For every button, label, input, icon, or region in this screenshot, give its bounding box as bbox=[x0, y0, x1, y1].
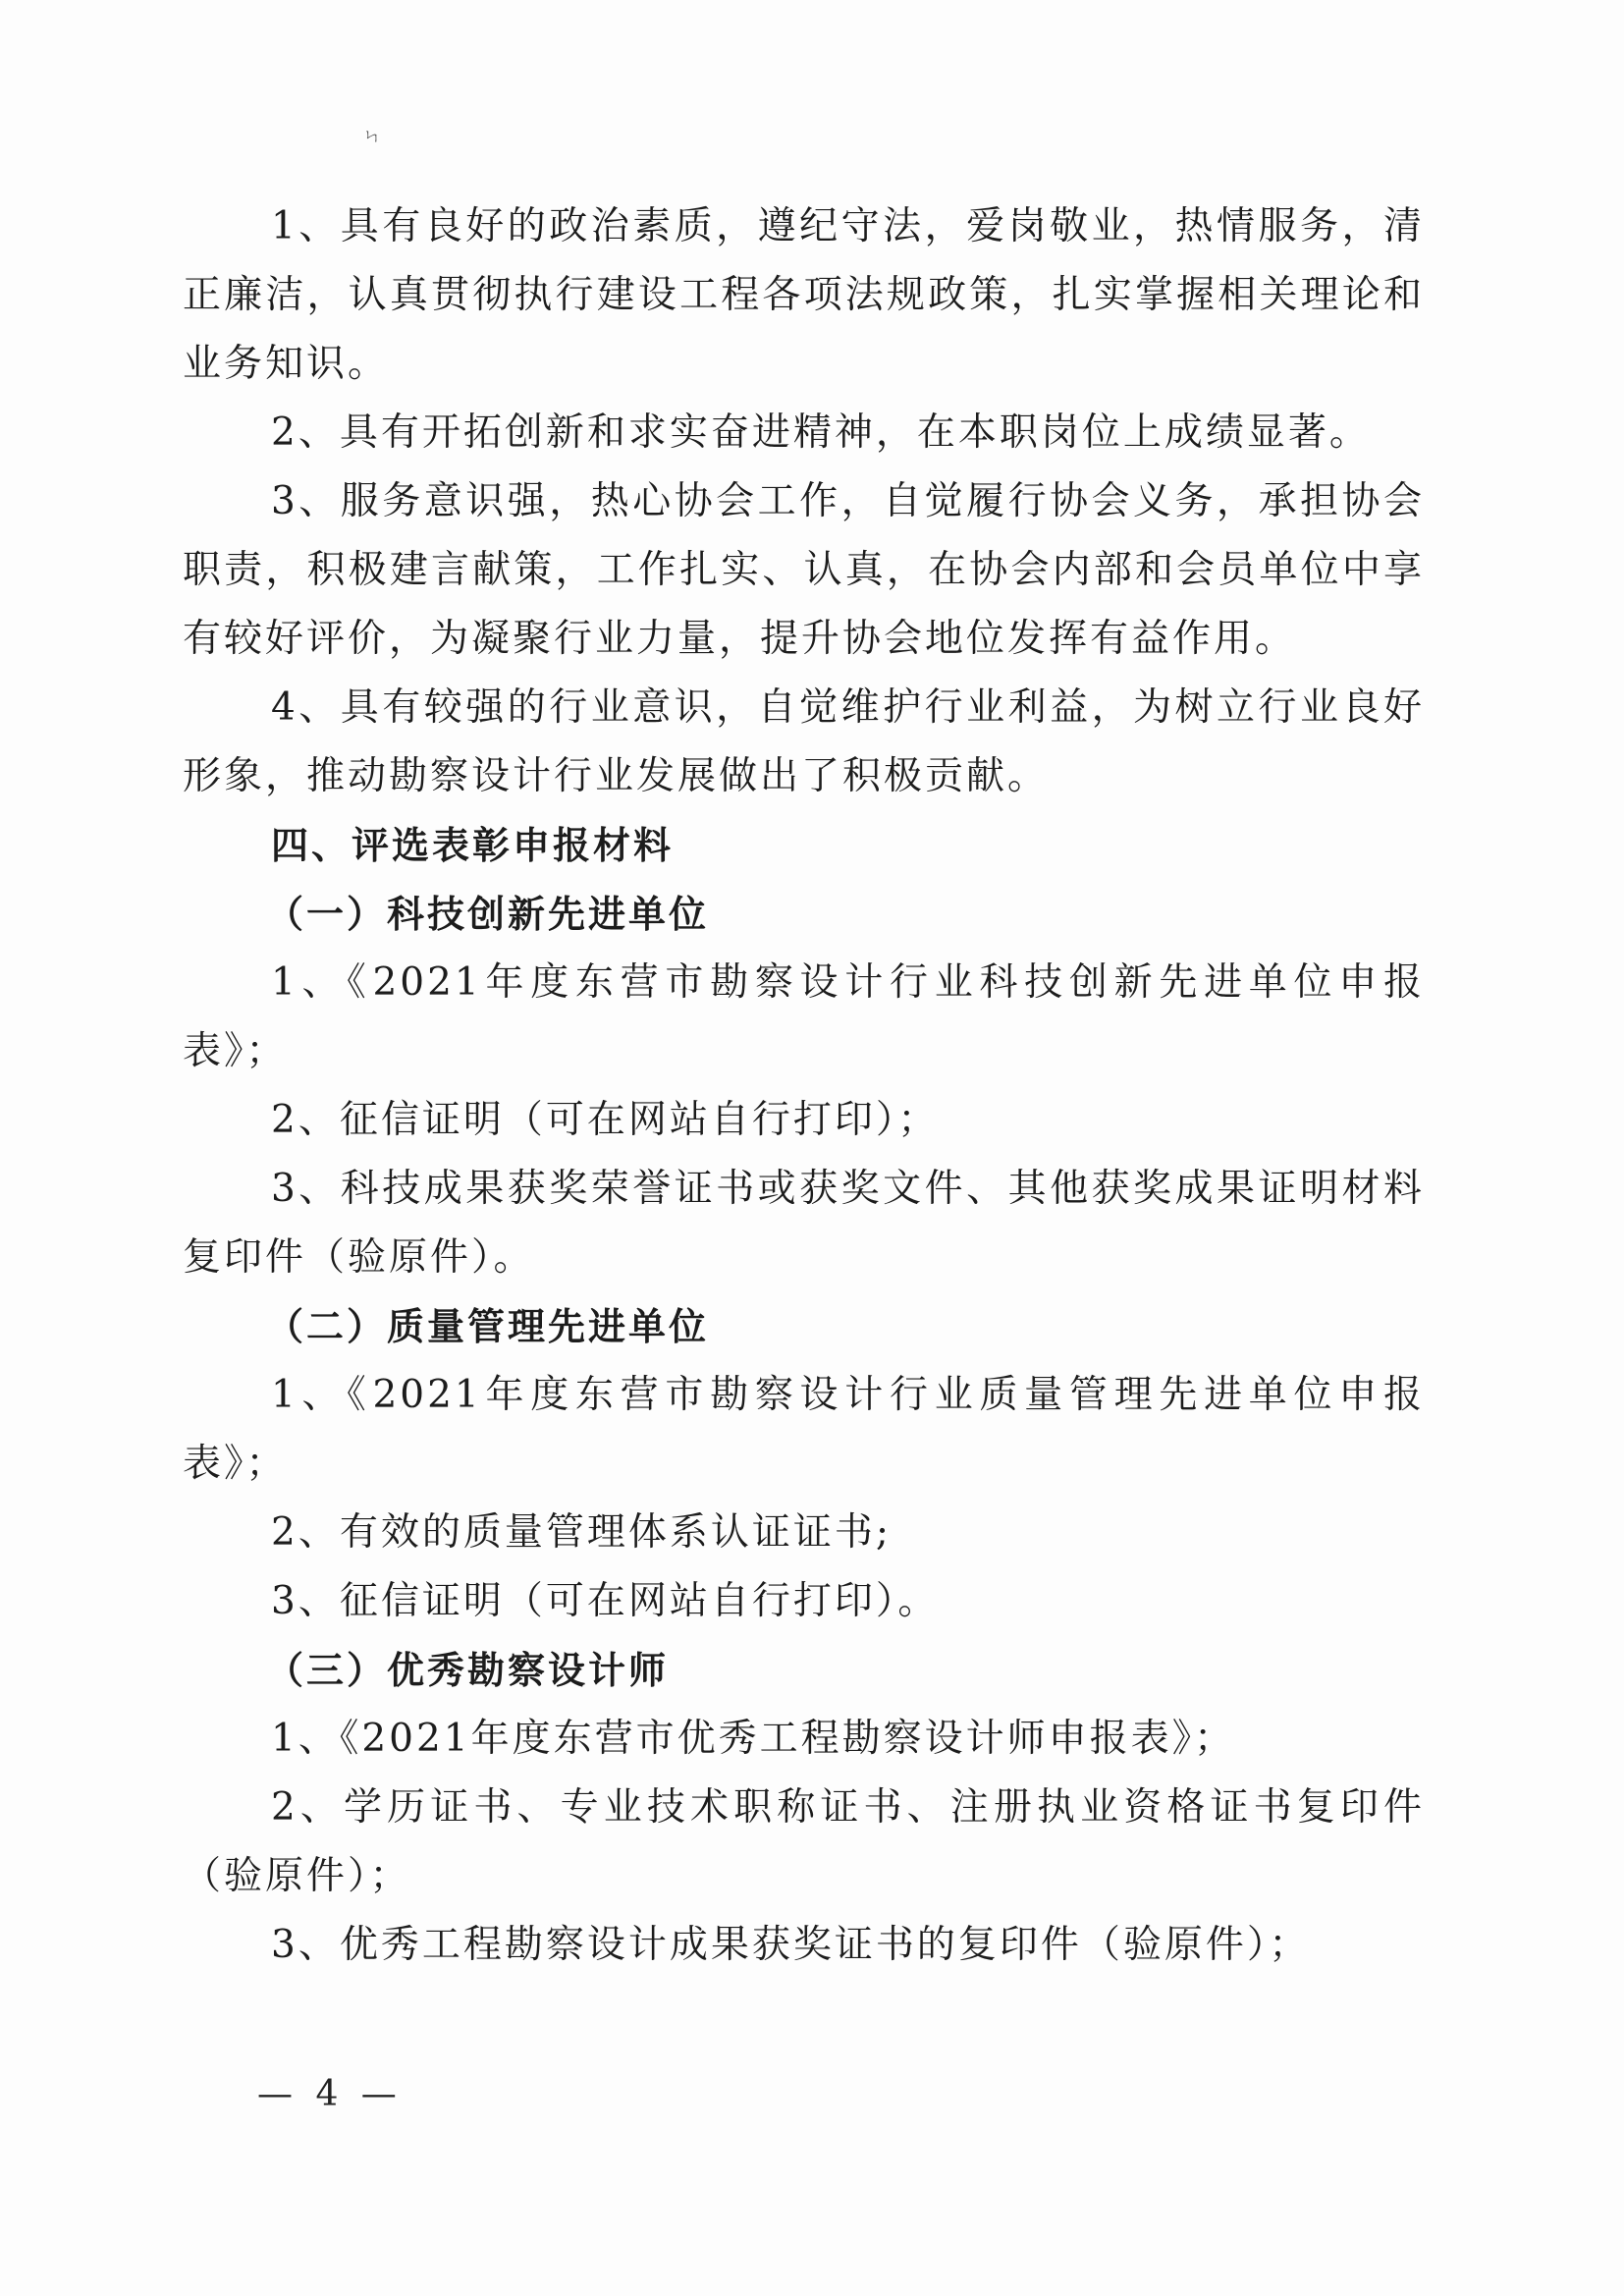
subsection-heading: （二）质量管理先进单位 bbox=[266, 1304, 710, 1348]
scan-mark: ㄣ bbox=[358, 121, 386, 150]
body-paragraph: 3、优秀工程勘察设计成果获奖证书的复印件（验原件）； bbox=[271, 1923, 1311, 1967]
section-heading: 四、评选表彰申报材料 bbox=[271, 824, 675, 867]
body-paragraph: 2、具有开拓创新和求实奋进精神，在本职岗位上成绩显著。 bbox=[271, 410, 1371, 455]
document-body bbox=[183, 192, 1425, 1980]
body-paragraph: 3、服务意识强，热心协会工作，自觉履行协会义务，承担协会职责，积极建言献策，工作扎实、认真，在协会内部和会员单位中享有较好评价，为凝聚行业力量，提升协会地位发挥有益作用。 bbox=[183, 479, 1425, 661]
body-paragraph: 1、《2021年度东营市优秀工程勘察设计师申报表》； bbox=[271, 1717, 1236, 1761]
body-paragraph: 2、学历证书、专业技术职称证书、注册执业资格证书复印件（验原件）； bbox=[183, 1785, 1425, 1898]
body-paragraph: 2、征信证明（可在网站自行打印）； bbox=[271, 1098, 940, 1142]
subsection-heading: （一）科技创新先进单位 bbox=[266, 892, 710, 936]
body-paragraph: 3、科技成果获奖荣誉证书或获奖文件、其他获奖成果证明材料复印件（验原件）。 bbox=[183, 1167, 1425, 1280]
body-paragraph: 2、有效的质量管理体系认证证书; bbox=[271, 1510, 892, 1555]
page-number: — 4 — bbox=[257, 2074, 403, 2114]
body-paragraph: 1、《2021年度东营市勘察设计行业质量管理先进单位申报表》； bbox=[183, 1373, 1425, 1486]
body-paragraph: 1、具有良好的政治素质，遵纪守法，爱岗敬业，热情服务，清正廉洁，认真贯彻执行建设工程各项法规政策，扎实掌握相关理论和业务知识。 bbox=[183, 204, 1425, 386]
body-paragraph: 4、具有较强的行业意识，自觉维护行业利益，为树立行业良好形象，推动勘察设计行业发展做出了积极贡献。 bbox=[183, 685, 1425, 798]
body-paragraph: 3、征信证明（可在网站自行打印）。 bbox=[271, 1579, 940, 1623]
body-paragraph: 1、《2021年度东营市勘察设计行业科技创新先进单位申报表》； bbox=[183, 960, 1425, 1073]
subsection-heading: （三）优秀勘察设计师 bbox=[266, 1648, 670, 1692]
